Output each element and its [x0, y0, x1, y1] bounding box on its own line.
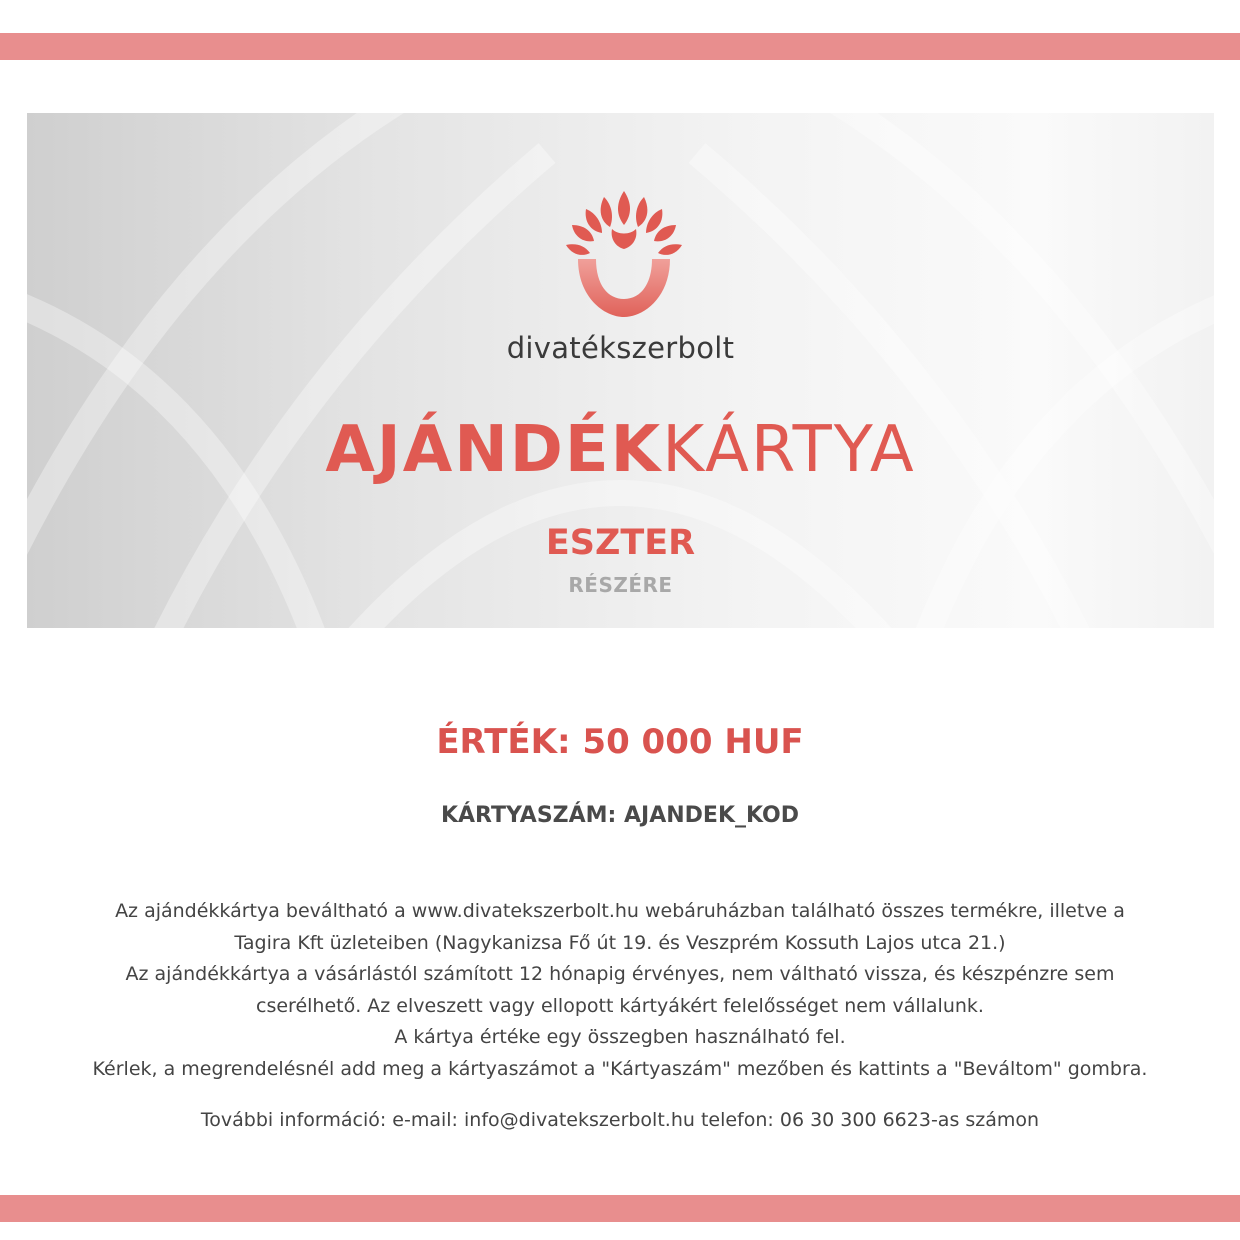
terms-line: cserélhető. Az elveszett vagy ellopott kártyákért felelősséget nem vállalunk. [256, 994, 984, 1017]
card-number: KÁRTYASZÁM: AJANDEK_KOD [440, 803, 800, 828]
terms-line: Az ajándékkártya beváltható a www.divatekszerbolt.hu webáruházban található összes termékre, illetve a [115, 900, 1125, 922]
recipient-name: ESZTER [545, 523, 696, 563]
terms-paragraph [20, 896, 1220, 1085]
contact-info: További információ: e-mail: info@divatekszerbolt.hu telefon: 06 30 300 6623-as számon [200, 1109, 1040, 1131]
terms-line: A kártya értéke egy összegben használható fel. [394, 1026, 846, 1048]
brand-name: divatékszerbolt [506, 331, 735, 365]
headline-light-part: KÁRTYA [662, 413, 916, 487]
lotus-ring-logo-icon [564, 189, 684, 319]
gift-card-headline [27, 413, 1214, 487]
recipient-label: RÉSZÉRE [568, 573, 673, 597]
terms-line: Az ajándékkártya a vásárlástól számított 12 hónapig érvényes, nem váltható vissza, és készpénzre sem [125, 963, 1115, 985]
terms-line: Tagira Kft üzleteiben (Nagykanizsa Fő út 19. és Veszprém Kossuth Lajos utca 21.) [234, 931, 1006, 954]
top-stripe [0, 33, 1240, 60]
terms-line: Kérlek, a megrendelésnél add meg a kártyaszámot a "Kártyaszám" mezőben és kattints a "Beváltom" gombra. [92, 1057, 1148, 1080]
bottom-stripe [0, 1195, 1240, 1222]
headline-bold-part: AJÁNDÉK [325, 413, 663, 487]
gift-card-banner [27, 113, 1214, 628]
card-value: ÉRTÉK: 50 000 HUF [436, 722, 804, 762]
